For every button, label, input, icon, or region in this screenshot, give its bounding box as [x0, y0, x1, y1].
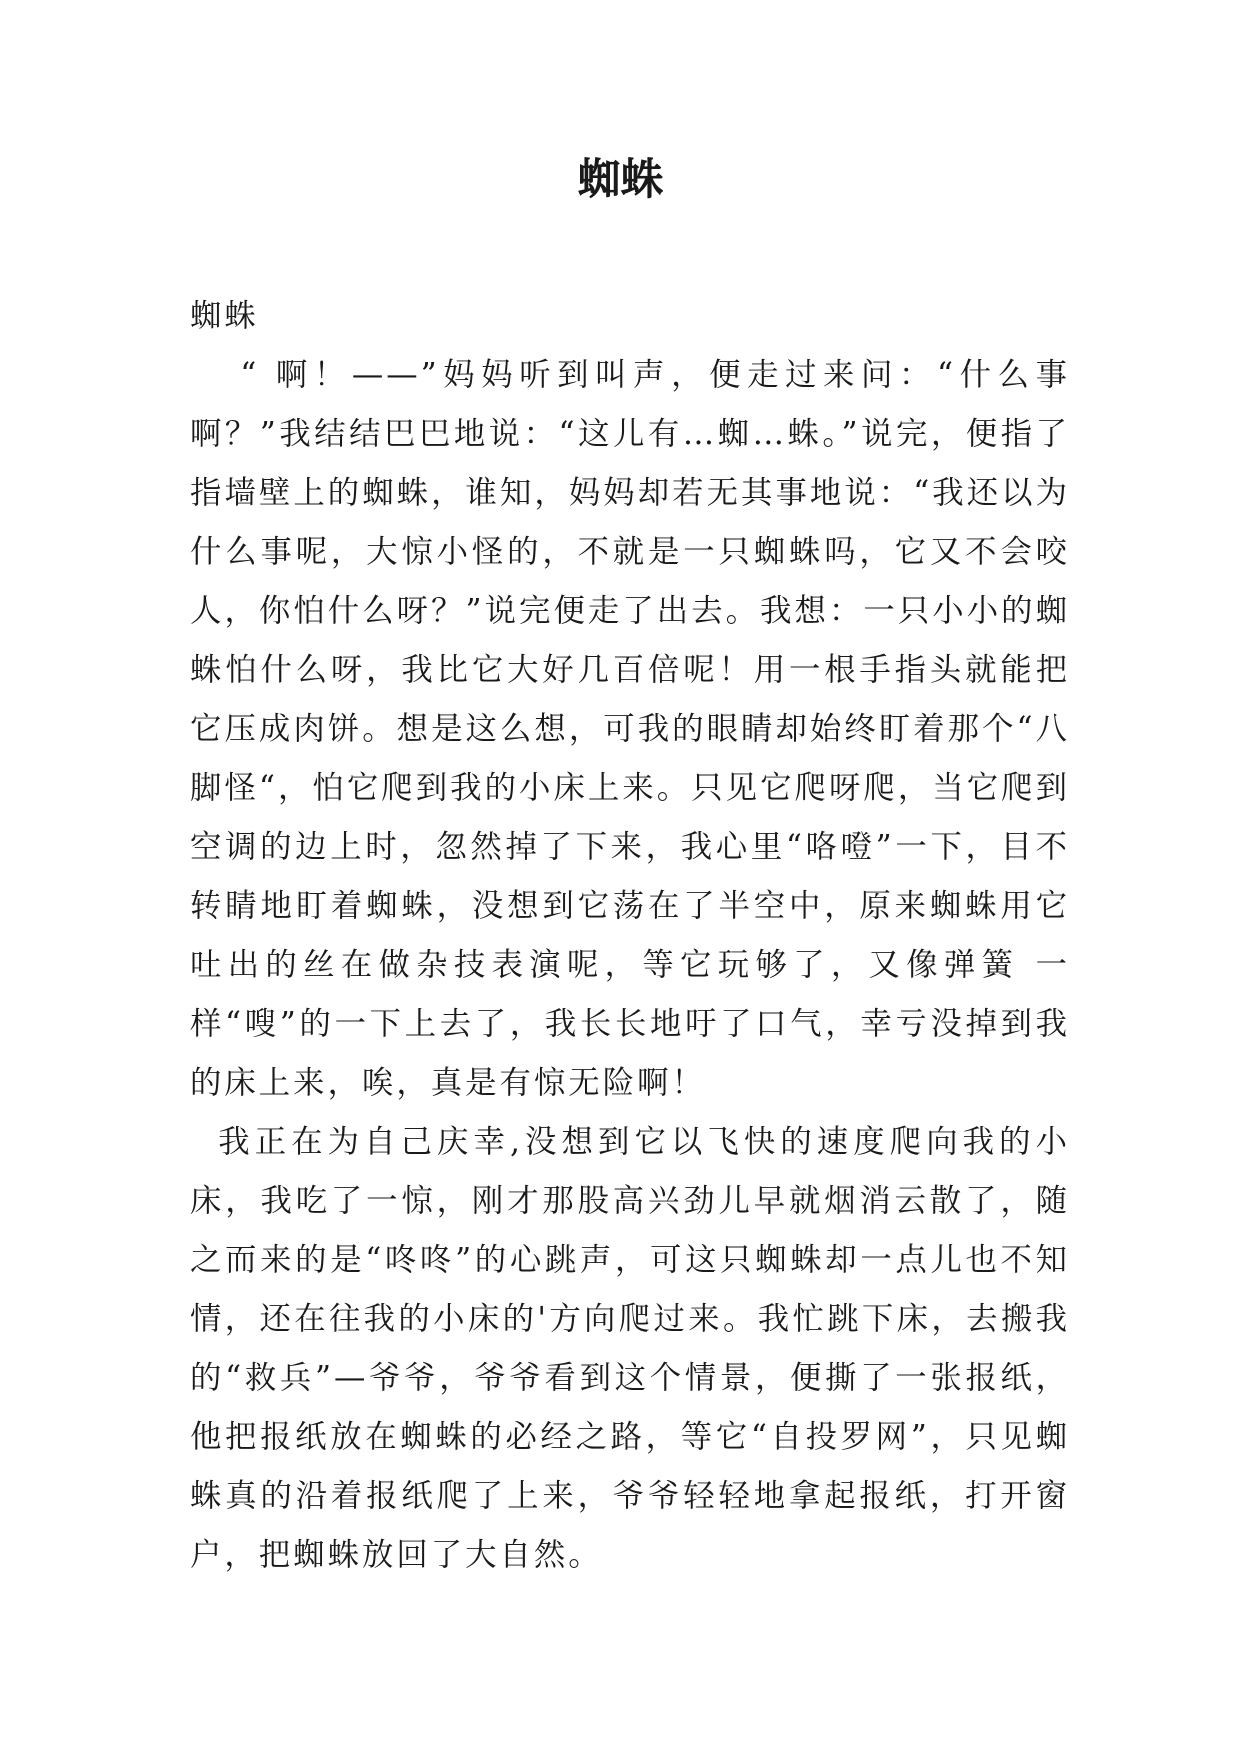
paragraph-1: “ 啊！——”妈妈听到叫声，便走过来问：“什么事啊？”我结结巴巴地说：“这儿有…蜘…蛛。”说完，便指了指墙壁上的蜘蛛，谁知，妈妈却若无其事地说：“我还以为什么事呢，大惊小怪的，不就是一只蜘蛛吗，它又不会咬人，你怕什么呀？”说完便走了出去。我想：一只小小的蜘蛛怕什么呀，我比它大好几百倍呢！用一根手指头就能把它压成肉饼。想是这么想，可我的眼睛却始终盯着那个“八脚怪“，怕它爬到我的小床上来。只见它爬呀爬，当它爬到空调的边上时，忽然掉了下来，我心里“咯噔”一下，目不转睛地盯着蜘蛛，没想到它荡在了半空中，原来蜘蛛用它吐出的丝在做杂技表演呢，等它玩够了，又像弹簧 一样“嗖”的一下上去了，我长长地吁了口气，幸亏没掉到我的床上来，唉，真是有惊无险啊！ — [190, 357, 1070, 1101]
paragraph-2: 我正在为自己庆幸,没想到它以飞快的速度爬向我的小床，我吃了一惊，刚才那股高兴劲儿早就烟消云散了，随之而来的是“咚咚”的心跳声，可这只蜘蛛却一点儿也不知情，还在往我的小床的'方向爬过来。我忙跳下床，去搬我的“救兵”—爷爷，爷爷看到这个情景，便撕了一张报纸，他把报纸放在蜘蛛的必经之路，等它“自投罗网”，只见蜘蛛真的沿着报纸爬了上来，爷爷轻轻地拿起报纸，打开窗户，把蜘蛛放回了大自然。 — [190, 1124, 1070, 1573]
document-subheading: 蜘蛛 — [190, 298, 259, 334]
document-body — [190, 287, 1070, 1585]
document-title: 蜘蛛 — [577, 155, 664, 205]
